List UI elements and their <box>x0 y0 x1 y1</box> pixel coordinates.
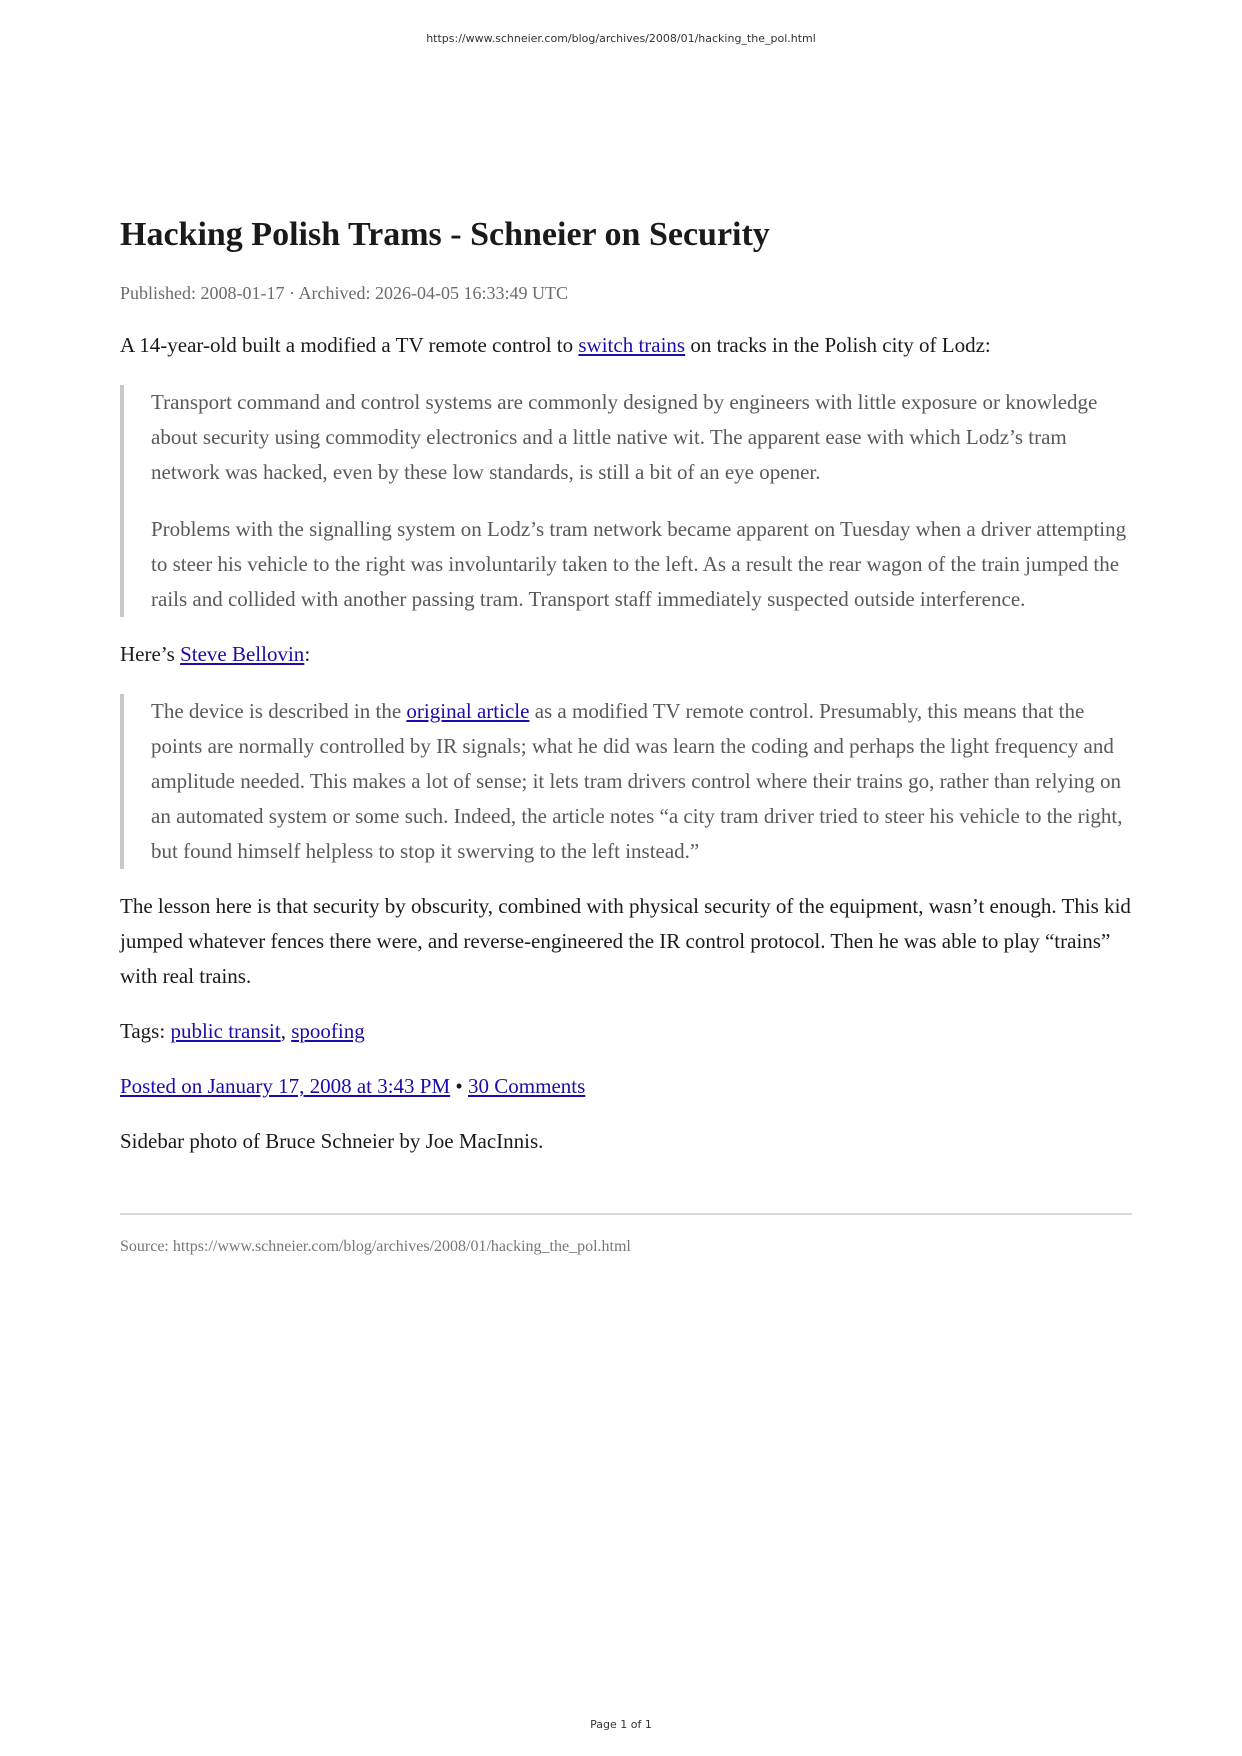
quote-2-text-before: The device is described in the <box>151 699 407 723</box>
posted-date-link[interactable]: Posted on January 17, 2008 at 3:43 PM <box>120 1074 451 1098</box>
bellovin-text-before: Here’s <box>120 642 181 666</box>
lesson-paragraph: The lesson here is that security by obscurity, combined with physical security of the equipment, wasn’t enough. This kid jumped whatever fences there were, and reverse-engineered the IR control protocol. Then he was able to play “trains” with real trains. <box>120 894 1131 988</box>
sidebar-photo-credit: Sidebar photo of Bruce Schneier by Joe MacInnis. <box>120 1129 544 1153</box>
quote-1-paragraph-2: Problems with the signalling system on Lodz’s tram network became apparent on Tuesday when a driver attempting to steer his vehicle to the right was involuntarily taken to the left. As a result the rear wagon of the train jumped the rails and collided with another passing tram. Transport staff immediately suspected outside interference. <box>151 517 1127 611</box>
tags-separator: , <box>280 1019 292 1043</box>
divider <box>120 1213 1132 1215</box>
quote-2-text-after: as a modified TV remote control. Presumably, this means that the points are normally controlled by IR signals; what he did was learn the coding and perhaps the light frequency and amplitude needed. This makes a lot of sense; it lets tram drivers control where their trains go, rather than relying on an automated system or some such. Indeed, the article notes “a city tram driver tried to steer his vehicle to the right, but found himself helpless to stop it swerving to the left instead.” <box>151 699 1123 863</box>
bellovin-text-after: : <box>304 642 311 666</box>
intro-text-before: A 14-year-old built a modified a TV remote control to <box>120 333 579 357</box>
tags-line <box>120 1014 1132 1049</box>
posted-line <box>120 1069 1132 1104</box>
source-line: Source: https://www.schneier.com/blog/archives/2008/01/hacking_the_pol.html <box>120 1238 631 1255</box>
intro-paragraph <box>120 328 1132 363</box>
page-title: Hacking Polish Trams - Schneier on Security <box>120 216 770 253</box>
bellovin-paragraph <box>120 637 1132 672</box>
switch-trains-link[interactable]: switch trains <box>578 333 686 357</box>
steve-bellovin-link[interactable]: Steve Bellovin <box>180 642 305 666</box>
intro-text-after: on tracks in the Polish city of Lodz: <box>685 333 991 357</box>
tag-public-transit-link[interactable]: public transit <box>170 1019 281 1043</box>
quote-2-paragraph <box>151 694 1132 869</box>
tags-label: Tags: <box>120 1019 171 1043</box>
quote-block-1 <box>120 385 1132 617</box>
publish-meta: Published: 2008-01-17 · Archived: 2026-04-05 16:33:49 UTC <box>120 283 568 303</box>
page-footer-number: Page 1 of 1 <box>590 1718 652 1731</box>
tag-spoofing-link[interactable]: spoofing <box>291 1019 365 1043</box>
article <box>120 212 1132 1259</box>
quote-block-2 <box>120 694 1132 869</box>
original-article-link[interactable]: original article <box>406 699 530 723</box>
comments-link[interactable]: 30 Comments <box>468 1074 586 1098</box>
page-header-url: https://www.schneier.com/blog/archives/2008/01/hacking_the_pol.html <box>426 32 816 45</box>
posted-separator: • <box>450 1074 469 1098</box>
quote-1-paragraph-1: Transport command and control systems are commonly designed by engineers with little exposure or knowledge about security using commodity electronics and a little native wit. The apparent ease with which Lodz’s tram network was hacked, even by these low standards, is still a bit of an eye opener. <box>151 390 1098 484</box>
